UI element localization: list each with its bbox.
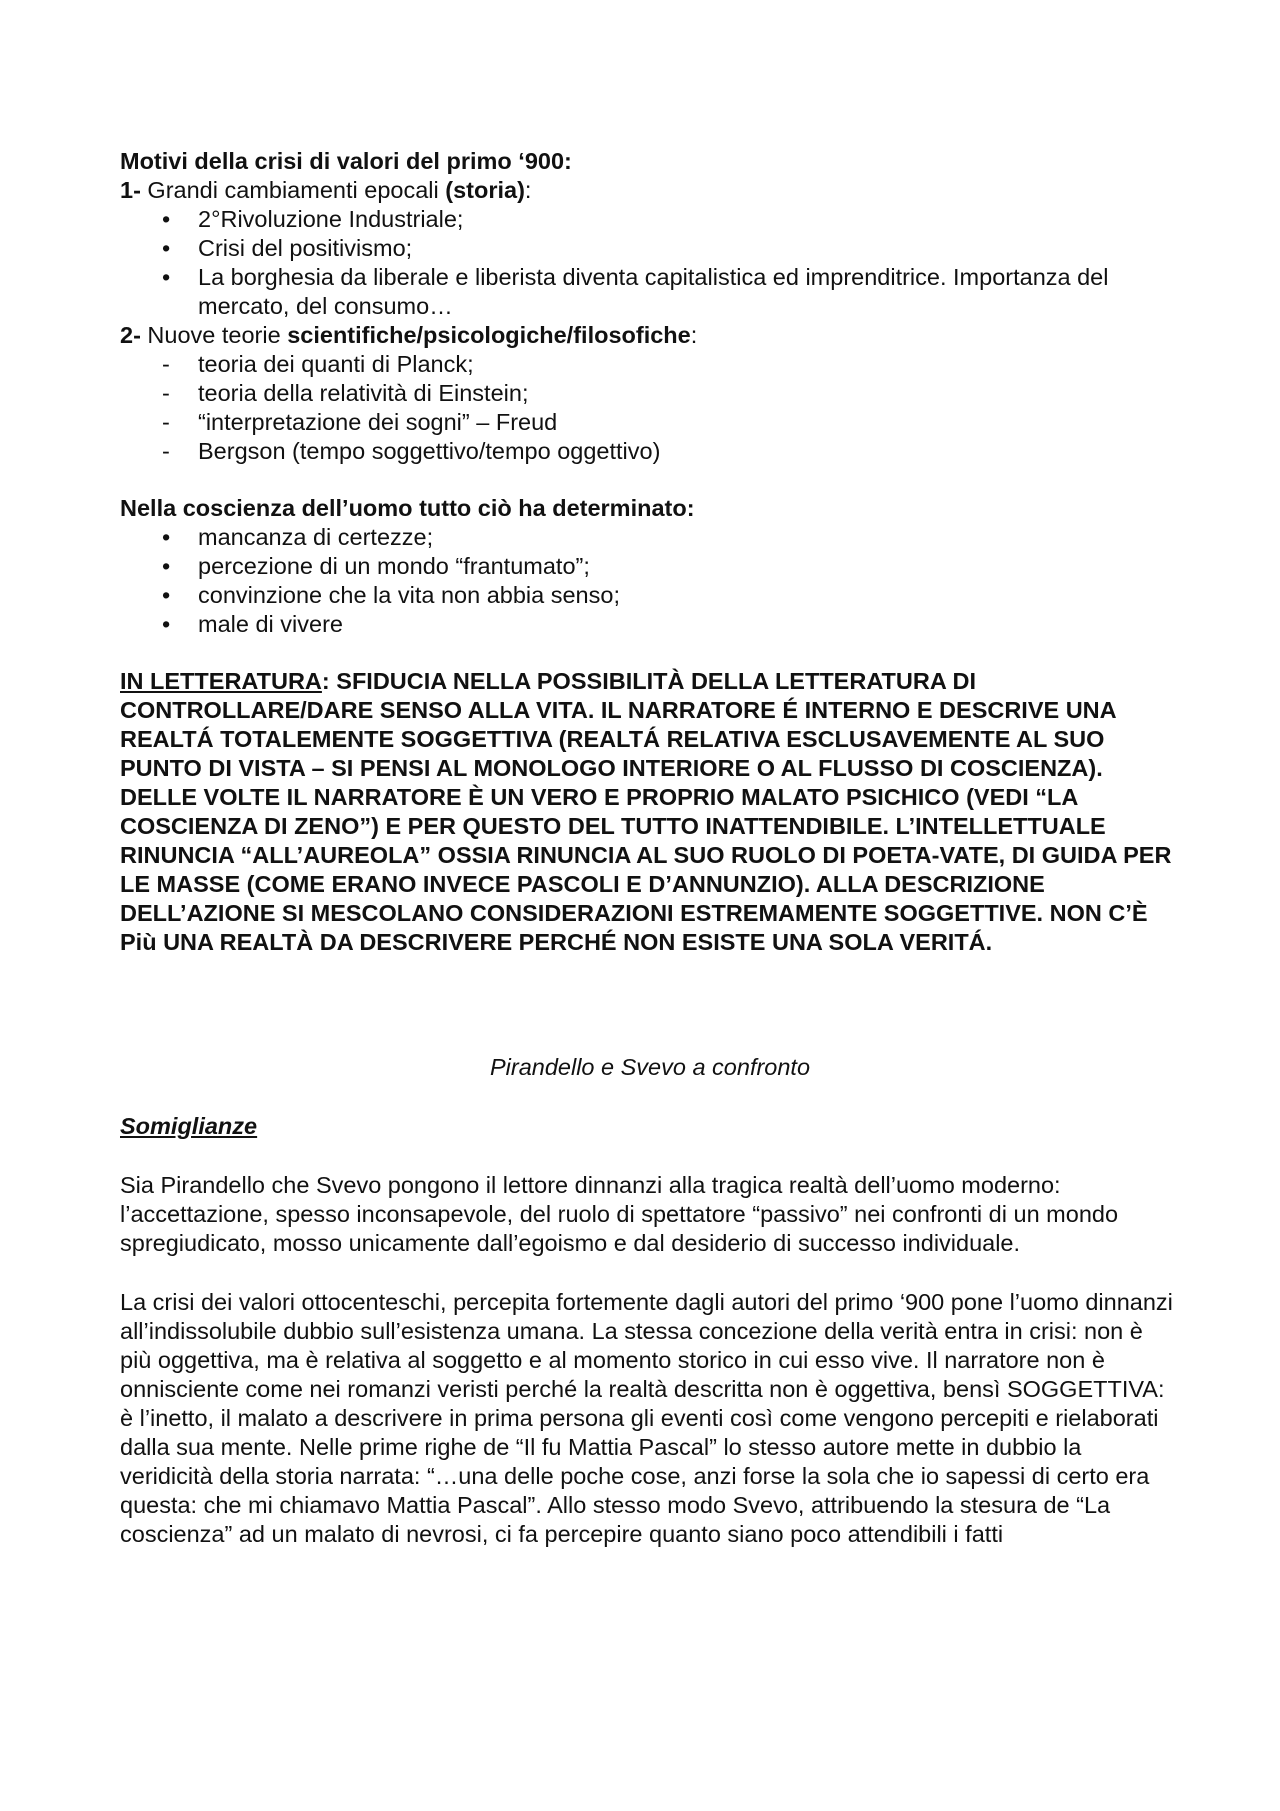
dash-icon: - (162, 438, 170, 464)
point-one (120, 176, 1180, 205)
point-text-end: : (524, 177, 532, 203)
dash-list-teorie (120, 350, 1180, 466)
dash-icon: - (162, 409, 170, 435)
point-two (120, 321, 1180, 350)
bullet-icon: • (162, 235, 171, 261)
list-item (120, 581, 1180, 610)
point-number: 2- (120, 322, 141, 348)
bullet-icon: • (162, 524, 171, 550)
list-item-text: convinzione che la vita non abbia senso; (198, 582, 620, 608)
list-item (120, 234, 1180, 263)
letteratura-text: : SFIDUCIA NELLA POSSIBILITÀ DELLA LETTERATURA DI CONTROLLARE/DARE SENSO ALLA VITA. IL NARRATORE É INTERNO E DESCRIVE UNA REALTÁ TOTALEMENTE SOGGETTIVA (REALTÁ RELATIVA ESCLUSAVEMENTE AL SUO PUNTO DI VISTA – SI PENSI AL MONOLOGO INTERIORE O AL FLUSSO DI COSCIENZA). DELLE VOLTE IL NARRATORE È UN VERO E PROPRIO MALATO PSICHICO (VEDI “LA COSCIENZA DI ZENO”) E PER QUESTO DEL TUTTO INATTENDIBILE. L’INTELLETTUALE RINUNCIA “ALL’AUREOLA” OSSIA RINUNCIA AL SUO RUOLO DI POETA-VATE, DI GUIDA PER LE MASSE (COME ERANO INVECE PASCOLI E D’ANNUNZIO). ALLA DESCRIZIONE DELL’AZIONE SI MESCOLANO CONSIDERAZIONI ESTREMAMENTE SOGGETTIVE. NON C’È Più UNA REALTÀ DA DESCRIVERE PERCHÉ NON ESISTE UNA SOLA VERITÁ. (120, 668, 1172, 955)
list-item-text: Bergson (tempo soggettivo/tempo oggettivo) (198, 438, 661, 464)
list-item (120, 263, 1180, 321)
dash-icon: - (162, 351, 170, 377)
list-item-text: mancanza di certezze; (198, 524, 434, 550)
list-item-text: “interpretazione dei sogni” – Freud (198, 409, 558, 435)
section-heading-coscienza: Nella coscienza dell’uomo tutto ciò ha determinato: (120, 495, 695, 521)
list-item-text: Crisi del positivismo; (198, 235, 413, 261)
list-item (120, 437, 1180, 466)
dash-icon: - (162, 380, 170, 406)
list-item-text: percezione di un mondo “frantumato”; (198, 553, 590, 579)
letteratura-label: IN LETTERATURA (120, 668, 322, 694)
list-item-text: teoria della relatività di Einstein; (198, 380, 529, 406)
bullet-list-storia (120, 205, 1180, 321)
point-bold: scientifiche/psicologiche/filosofiche (287, 322, 691, 348)
point-text: Grandi cambiamenti epocali (140, 177, 446, 203)
bullet-list-coscienza (120, 523, 1180, 639)
list-item (120, 610, 1180, 639)
list-item (120, 408, 1180, 437)
document-body (120, 147, 1180, 1549)
list-item-text: 2°Rivoluzione Industriale; (198, 206, 464, 232)
list-item-text: teoria dei quanti di Planck; (198, 351, 474, 377)
letteratura-paragraph (120, 667, 1180, 957)
point-text-end: : (690, 322, 698, 348)
bullet-icon: • (162, 582, 171, 608)
list-item (120, 552, 1180, 581)
list-item (120, 379, 1180, 408)
subheading-somiglianze: Somiglianze (120, 1113, 258, 1139)
paragraph-1: Sia Pirandello che Svevo pongono il lettore dinnanzi alla tragica realtà dell’uomo moderno: l’accettazione, spesso inconsapevole, del ruolo di spettatore “passivo” nei confronti di un mondo spregiudicato, mosso unicamente dall’egoismo e dal desiderio di successo individuale. (120, 1172, 1119, 1256)
bullet-icon: • (162, 206, 171, 232)
section-heading-motivi: Motivi della crisi di valori del primo ‘900: (120, 148, 572, 174)
list-item (120, 205, 1180, 234)
list-item (120, 350, 1180, 379)
bullet-icon: • (162, 611, 171, 637)
list-item-text: male di vivere (198, 611, 343, 637)
point-bold: (storia) (445, 177, 525, 203)
page-title: Pirandello e Svevo a confronto (489, 1054, 811, 1080)
paragraph-2: La crisi dei valori ottocenteschi, percepita fortemente dagli autori del primo ‘900 pone l’uomo dinnanzi all’indissolubile dubbio sull’esistenza umana. La stessa concezione della verità entra in crisi: non è più oggettiva, ma è relativa al soggetto e al momento storico in cui esso vive. Il narratore non è onnisciente come nei romanzi veristi perché la realtà descritta non è oggettiva, bensì SOGGETTIVA: è l’inetto, il malato a descrivere in prima persona gli eventi così come vengono percepiti e rielaborati dalla sua mente. Nelle prime righe de “Il fu Mattia Pascal” lo stesso autore mette in dubbio la veridicità della storia narrata: “…una delle poche cose, anzi forse la sola che io sapessi di certo era questa: che mi chiamavo Mattia Pascal”. Allo stesso modo Svevo, attribuendo la stesura de “La coscienza” ad un malato di nevrosi, ci fa percepire quanto siano poco attendibili i fatti (120, 1289, 1173, 1547)
point-number: 1- (120, 177, 141, 203)
point-text: Nuove teorie (140, 322, 288, 348)
bullet-icon: • (162, 264, 171, 290)
list-item (120, 523, 1180, 552)
bullet-icon: • (162, 553, 171, 579)
list-item-text: La borghesia da liberale e liberista diventa capitalistica ed imprenditrice. Importanza del mercato, del consumo… (198, 264, 1109, 319)
